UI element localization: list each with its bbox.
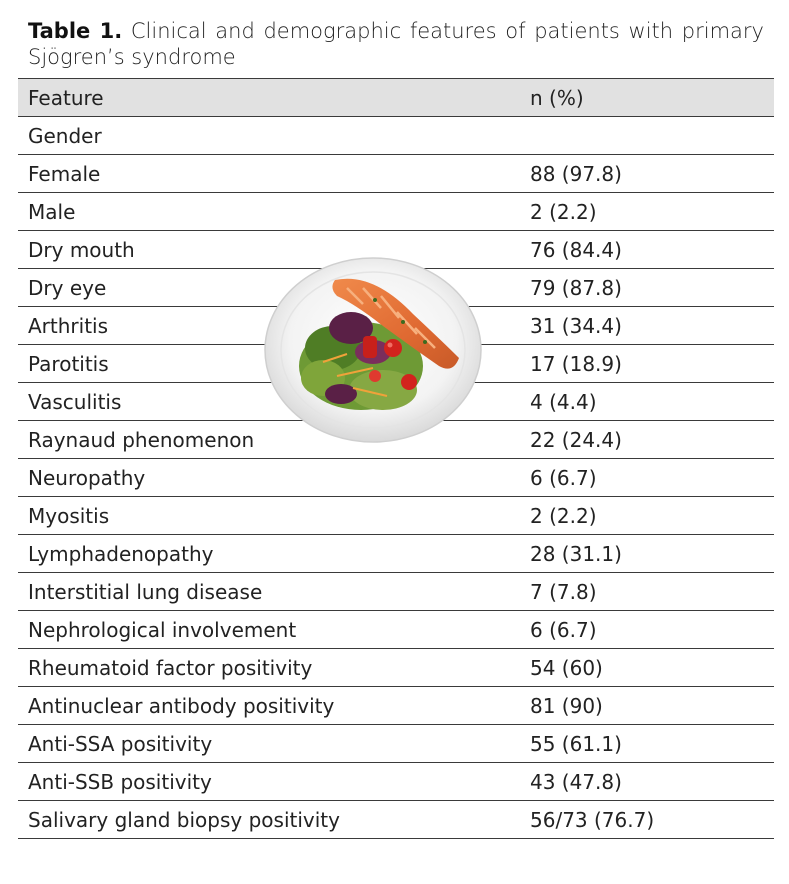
table-caption-label: Table 1. xyxy=(28,19,123,43)
feature-cell: Dry eye xyxy=(18,269,520,307)
table-row xyxy=(18,763,774,801)
value-cell: 2 (2.2) xyxy=(520,193,774,231)
feature-cell: Raynaud phenomenon xyxy=(18,421,520,459)
table-row xyxy=(18,231,774,269)
value-cell: 54 (60) xyxy=(520,649,774,687)
feature-cell: Nephrological involvement xyxy=(18,611,520,649)
value-cell: 2 (2.2) xyxy=(520,497,774,535)
feature-cell: Lymphadenopathy xyxy=(18,535,520,573)
feature-cell: Myositis xyxy=(18,497,520,535)
value-cell: 55 (61.1) xyxy=(520,725,774,763)
column-header-feature: Feature xyxy=(18,79,520,117)
table-row xyxy=(18,459,774,497)
table-row xyxy=(18,193,774,231)
table-row xyxy=(18,383,774,421)
table-row xyxy=(18,535,774,573)
table-row xyxy=(18,687,774,725)
value-cell xyxy=(520,117,774,155)
table-row xyxy=(18,611,774,649)
feature-cell: Male xyxy=(18,193,520,231)
feature-cell: Anti-SSA positivity xyxy=(18,725,520,763)
table-row xyxy=(18,345,774,383)
table-body xyxy=(18,117,774,839)
column-header-n-percent: n (%) xyxy=(520,79,774,117)
feature-cell: Neuropathy xyxy=(18,459,520,497)
table-row xyxy=(18,307,774,345)
table-row xyxy=(18,725,774,763)
feature-cell: Parotitis xyxy=(18,345,520,383)
feature-cell: Dry mouth xyxy=(18,231,520,269)
table-caption xyxy=(28,18,764,70)
feature-cell: Salivary gland biopsy positivity xyxy=(18,801,520,839)
table-row xyxy=(18,421,774,459)
value-cell: 22 (24.4) xyxy=(520,421,774,459)
table-header-row xyxy=(18,79,774,117)
table-row xyxy=(18,117,774,155)
feature-cell: Vasculitis xyxy=(18,383,520,421)
feature-cell: Arthritis xyxy=(18,307,520,345)
table-row xyxy=(18,649,774,687)
table-caption-text: Clinical and demographic features of patients with primary Sjögren’s syndrome xyxy=(28,19,764,69)
value-cell: 17 (18.9) xyxy=(520,345,774,383)
feature-cell: Rheumatoid factor positivity xyxy=(18,649,520,687)
value-cell: 88 (97.8) xyxy=(520,155,774,193)
table-row xyxy=(18,155,774,193)
feature-cell: Gender xyxy=(18,117,520,155)
value-cell: 7 (7.8) xyxy=(520,573,774,611)
value-cell: 79 (87.8) xyxy=(520,269,774,307)
table-row xyxy=(18,269,774,307)
value-cell: 81 (90) xyxy=(520,687,774,725)
table-row xyxy=(18,801,774,839)
value-cell: 6 (6.7) xyxy=(520,611,774,649)
value-cell: 76 (84.4) xyxy=(520,231,774,269)
value-cell: 56/73 (76.7) xyxy=(520,801,774,839)
table-row xyxy=(18,497,774,535)
value-cell: 43 (47.8) xyxy=(520,763,774,801)
feature-cell: Antinuclear antibody positivity xyxy=(18,687,520,725)
value-cell: 4 (4.4) xyxy=(520,383,774,421)
table-row xyxy=(18,573,774,611)
feature-cell: Interstitial lung disease xyxy=(18,573,520,611)
value-cell: 31 (34.4) xyxy=(520,307,774,345)
feature-cell: Anti-SSB positivity xyxy=(18,763,520,801)
features-table xyxy=(18,78,774,839)
value-cell: 6 (6.7) xyxy=(520,459,774,497)
feature-cell: Female xyxy=(18,155,520,193)
value-cell: 28 (31.1) xyxy=(520,535,774,573)
